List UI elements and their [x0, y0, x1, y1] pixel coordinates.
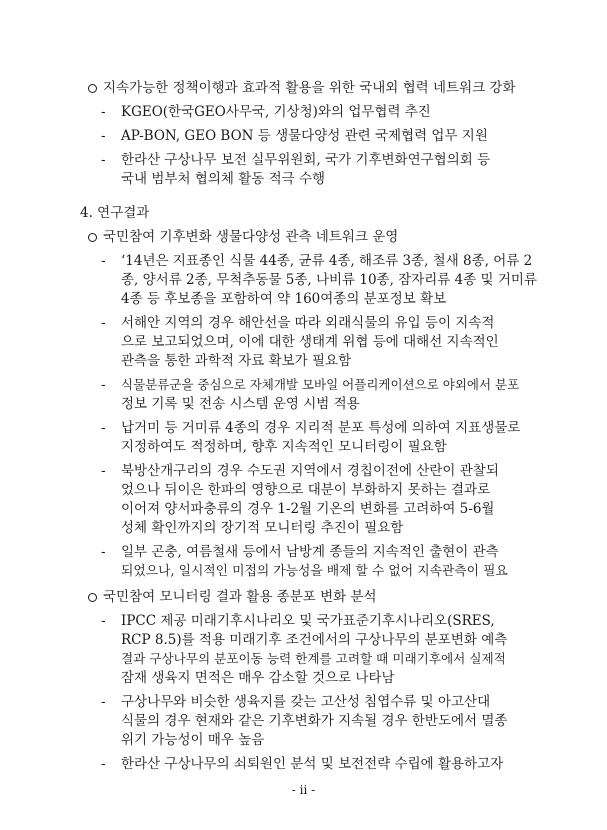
list-item-continuation — [121, 500, 494, 518]
list-item — [101, 462, 499, 480]
dash-marker: - — [101, 104, 106, 120]
list-item-text: 관측을 통한 과학적 자료 확보가 필요함 — [121, 353, 352, 369]
page-number: - ii - — [291, 783, 316, 797]
list-item-text: 결과 구상나무의 분포이동 능력 한계를 고려할 때 미래기후에서 실제적 — [121, 651, 506, 666]
dash-marker: - — [101, 694, 106, 710]
list-item-text: 잠재 생육지 면적은 매우 감소할 것으로 나타남 — [121, 670, 395, 686]
list-item-continuation — [121, 170, 325, 188]
list-item-continuation — [121, 271, 537, 289]
list-item-text: 정보 기록 및 전송 시스템 운영 시범 적용 — [121, 396, 360, 412]
dash-marker: - — [101, 463, 106, 479]
list-item-continuation — [121, 333, 499, 351]
list-item-text: 구상나무와 비슷한 생육지를 갖는 고산성 침엽수류 및 아고산대 — [121, 694, 491, 710]
list-item-text: 4종 등 후보종을 포함하여 약 160여종의 분포정보 확보 — [121, 291, 447, 307]
list-item-continuation — [121, 438, 447, 456]
circle-bullet-icon — [88, 84, 97, 93]
section-title — [80, 204, 149, 222]
list-item-text: 위기 가능성이 매우 높음 — [121, 732, 265, 748]
list-item — [101, 543, 499, 561]
list-item-text: 서해안 지역의 경우 해안선을 따라 외래식물의 유입 등이 지속적 — [121, 315, 495, 331]
dash-marker: - — [101, 128, 106, 144]
top-heading-text: 지속가능한 정책이행과 효과적 활용을 위한 국내외 협력 네트워크 강화 — [103, 80, 516, 96]
list-item — [101, 103, 431, 121]
dash-marker: - — [101, 377, 106, 393]
sub-heading — [88, 228, 398, 246]
section-title-text: 4. 연구결과 — [80, 205, 150, 221]
list-item-continuation — [121, 631, 507, 649]
list-item-text: 었으나 뒤이은 한파의 영향으로 대분이 부화하지 못하는 결과로 — [121, 482, 491, 498]
list-item — [101, 252, 532, 270]
sub-heading-text: 국민참여 모니터링 결과 활용 종분포 변화 분석 — [103, 589, 377, 605]
list-item-text: ‘14년은 지표종인 식물 44종, 균류 4종, 해조류 3종, 철새 8종, 어류 2 — [121, 253, 533, 269]
sub-heading-text: 국민참여 기후변화 생물다양성 관측 네트워크 운영 — [103, 229, 399, 245]
top-heading — [88, 79, 516, 97]
dash-marker: - — [101, 315, 106, 331]
list-item — [101, 612, 495, 630]
list-item-text: 한라산 구상나무 보전 실무위원회, 국가 기후변화연구협의회 등 — [121, 152, 491, 168]
dash-marker: - — [101, 756, 106, 772]
list-item-text: RCP 8.5)를 적용 미래기후 조건에서의 구상나무의 분포변화 예측 — [121, 632, 508, 648]
dash-marker: - — [101, 253, 106, 269]
list-item — [101, 693, 490, 711]
sub-heading — [88, 588, 377, 606]
list-item-text: 일부 곤충, 여름철새 등에서 남방계 종들의 지속적인 출현이 관측 — [121, 544, 499, 560]
list-item-text: 이어져 양서파충류의 경우 1-2월 기온의 변화를 고려하여 5-6월 — [121, 501, 495, 517]
dash-marker: - — [101, 613, 106, 629]
list-item-continuation — [121, 650, 506, 668]
list-item-continuation — [121, 290, 446, 308]
list-item-text: 으로 보고되었으며, 이에 대한 생태계 위협 등에 대해선 지속적인 — [121, 334, 499, 350]
list-item-text: IPCC 제공 미래기후시나리오 및 국가표준기후시나리오(SRES, — [121, 613, 495, 629]
list-item-text: 국내 범부처 협의체 활동 적극 수행 — [121, 171, 326, 187]
dash-marker: - — [101, 544, 106, 560]
list-item-text: 납거미 등 거미류 4종의 경우 지리적 분포 특성에 의하여 지표생물로 — [121, 420, 521, 436]
circle-bullet-icon — [88, 233, 97, 242]
list-item-text: 성체 확인까지의 장기적 모니터링 추진이 필요함 — [121, 520, 404, 536]
list-item-continuation — [121, 712, 507, 730]
list-item-text: 북방산개구리의 경우 수도권 지역에서 경칩이전에 산란이 관찰되 — [121, 463, 499, 479]
list-item — [101, 376, 519, 394]
list-item — [101, 127, 488, 145]
list-item — [101, 419, 520, 437]
list-item-continuation — [121, 395, 360, 413]
list-item-continuation — [121, 562, 508, 581]
list-item-continuation — [121, 519, 403, 537]
list-item-text: 식물의 경우 현재와 같은 기후변화가 지속될 경우 한반도에서 멸종 — [121, 713, 508, 729]
circle-bullet-icon — [88, 593, 97, 602]
list-item-continuation — [121, 481, 490, 499]
list-item — [101, 314, 494, 332]
list-item — [101, 755, 503, 773]
list-item-text: AP-BON, GEO BON 등 생물다양성 관련 국제협력 업무 지원 — [121, 128, 488, 144]
list-item-continuation — [121, 352, 351, 370]
list-item-text: 식물분류군을 중심으로 자체개발 모바일 어플리케이션으로 야외에서 분포 — [121, 377, 520, 392]
list-item-continuation — [121, 731, 264, 749]
list-item-text: 되었으나, 일시적인 미접의 가능성을 배제 할 수 없어 지속관측이 필요 — [121, 564, 508, 579]
list-item-text: 지정하여도 적정하며, 향후 지속적인 모니터링이 필요함 — [121, 439, 447, 455]
list-item-text: 한라산 구상나무의 쇠퇴원인 분석 및 보전전략 수립에 활용하고자 — [121, 756, 504, 772]
list-item-text: KGEO(한국GEO사무국, 기상청)와의 업무협력 추진 — [121, 104, 431, 120]
list-item — [101, 151, 527, 169]
dash-marker: - — [101, 152, 106, 168]
dash-marker: - — [101, 420, 106, 436]
list-item-continuation — [121, 669, 395, 687]
list-item-text: 종, 양서류 2종, 무척추동물 5종, 나비류 10종, 잠자리류 4종 및 거미류 — [121, 272, 538, 288]
